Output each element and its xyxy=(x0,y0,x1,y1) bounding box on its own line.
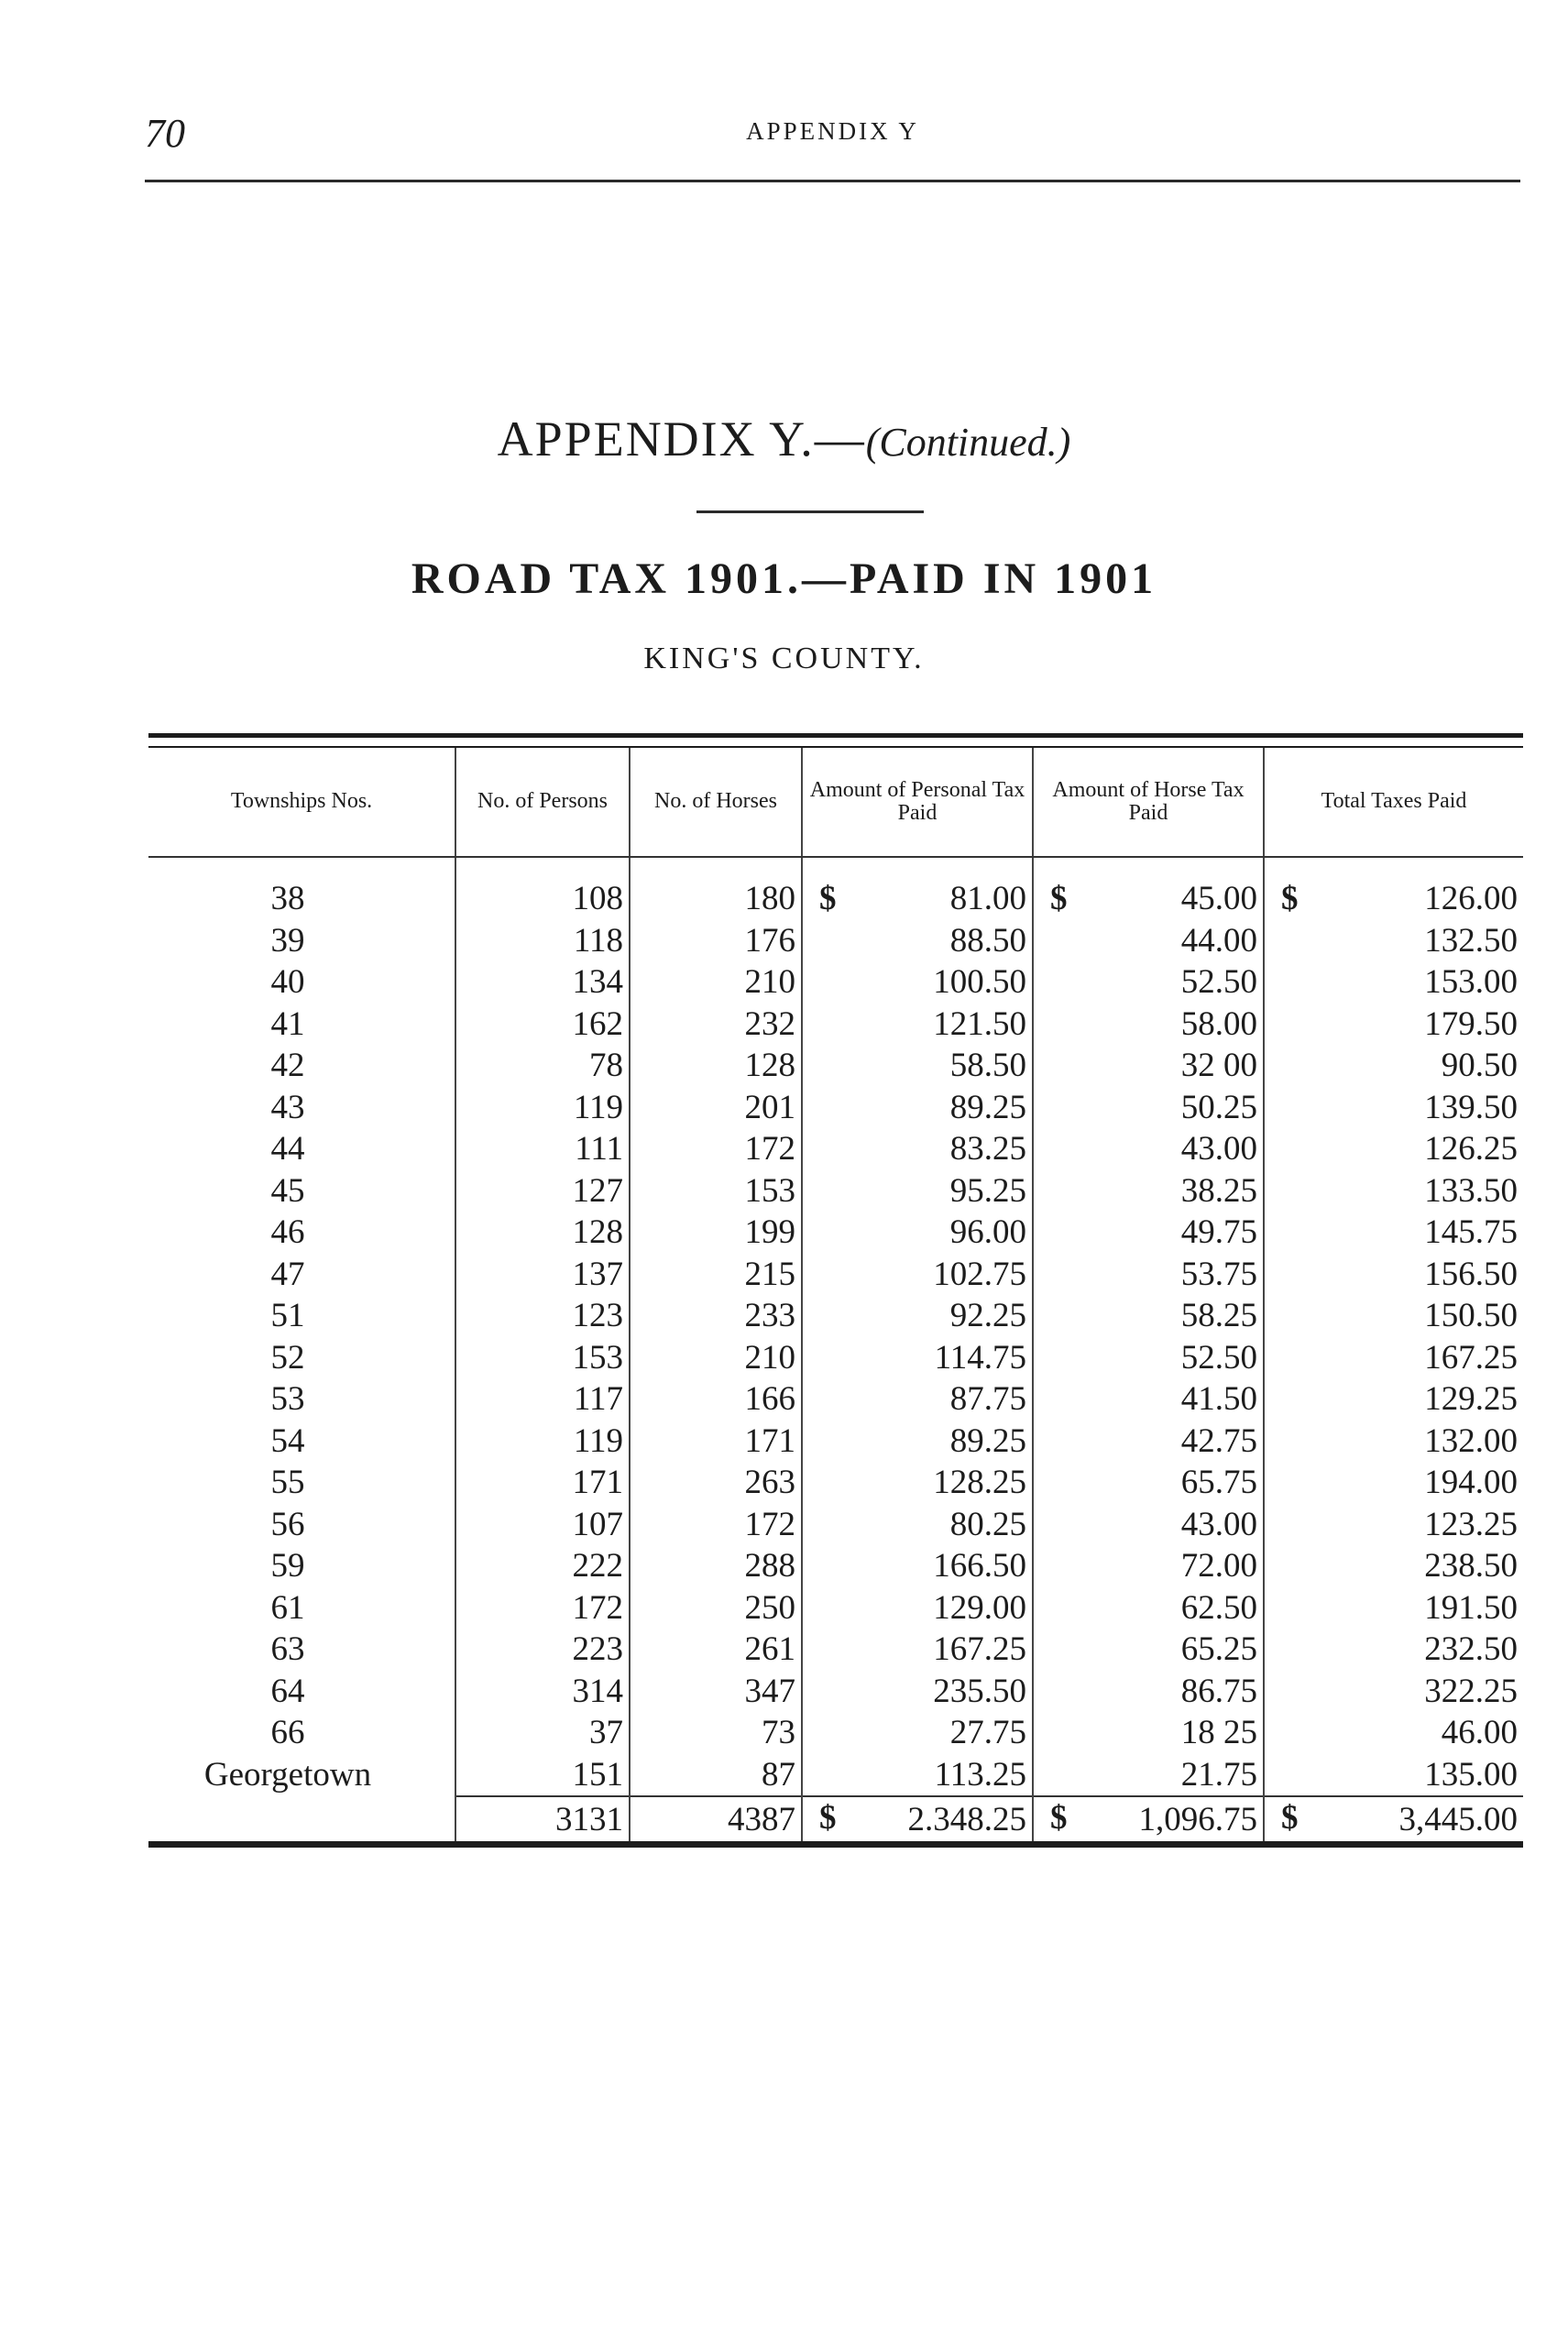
persons-cell: 222 xyxy=(455,1545,630,1587)
table-row xyxy=(148,1170,1523,1212)
township-cell: 55 xyxy=(148,1462,455,1504)
horse-tax-cell xyxy=(1033,1337,1264,1379)
total-taxes-cell xyxy=(1264,1087,1523,1129)
personal-tax: 114.75 xyxy=(934,1338,1026,1377)
township-cell: 56 xyxy=(148,1504,455,1546)
persons-cell: 108 xyxy=(455,857,630,920)
persons-cell: 128 xyxy=(455,1212,630,1254)
personal-tax: 102.75 xyxy=(933,1255,1026,1293)
persons-cell: 134 xyxy=(455,961,630,1004)
persons-cell: 107 xyxy=(455,1504,630,1546)
horse-tax-cell xyxy=(1033,1045,1264,1087)
horses-cell: 176 xyxy=(630,920,802,962)
total-taxes: 90.50 xyxy=(1441,1047,1518,1085)
total-taxes: 129.25 xyxy=(1424,1380,1518,1419)
horses-cell: 87 xyxy=(630,1754,802,1797)
persons-cell: 127 xyxy=(455,1170,630,1212)
horse-tax-cell xyxy=(1033,1545,1264,1587)
title-rule xyxy=(696,510,924,513)
personal-tax-cell xyxy=(802,1545,1033,1587)
personal-tax-cell xyxy=(802,1087,1033,1129)
table-row xyxy=(148,1295,1523,1337)
personal-tax-cell xyxy=(802,1671,1033,1713)
road-tax-table xyxy=(148,748,1523,1848)
header-rule xyxy=(145,180,1520,182)
total-taxes-cell xyxy=(1264,857,1523,920)
total-taxes: 135.00 xyxy=(1424,1755,1518,1794)
total-taxes: 238.50 xyxy=(1424,1547,1518,1585)
total-taxes-cell xyxy=(1264,1170,1523,1212)
horses-cell: 153 xyxy=(630,1170,802,1212)
road-tax-table-wrapper xyxy=(148,733,1523,1848)
personal-tax: 83.25 xyxy=(949,1130,1026,1169)
personal-tax: 100.50 xyxy=(933,963,1026,1002)
township-cell: 38 xyxy=(148,857,455,920)
persons-cell: 37 xyxy=(455,1712,630,1754)
total-horses: 4387 xyxy=(630,1796,802,1845)
horses-cell: 171 xyxy=(630,1421,802,1463)
horse-tax-cell xyxy=(1033,920,1264,962)
total-taxes-cell xyxy=(1264,1295,1523,1337)
total-taxes: 156.50 xyxy=(1424,1255,1518,1293)
horse-tax-cell xyxy=(1033,1587,1264,1629)
township-cell: 41 xyxy=(148,1004,455,1046)
total-taxes: 126.00 xyxy=(1424,880,1518,918)
horses-cell: 232 xyxy=(630,1004,802,1046)
horse-tax: 62.50 xyxy=(1180,1588,1257,1627)
personal-tax: 167.25 xyxy=(933,1630,1026,1669)
personal-tax: 80.25 xyxy=(949,1505,1026,1543)
total-taxes-cell xyxy=(1264,1462,1523,1504)
table-row xyxy=(148,1671,1523,1713)
horse-tax-cell xyxy=(1033,1754,1264,1797)
total-taxes: 133.50 xyxy=(1424,1171,1518,1210)
horses-cell: 288 xyxy=(630,1545,802,1587)
table-row xyxy=(148,1212,1523,1254)
personal-tax: 113.25 xyxy=(934,1755,1026,1794)
total-taxes-cell xyxy=(1264,1337,1523,1379)
township-cell: 42 xyxy=(148,1045,455,1087)
township-cell: 46 xyxy=(148,1212,455,1254)
page-title xyxy=(0,411,1568,467)
dollar-sign: $ xyxy=(1281,1799,1299,1837)
horse-tax-cell xyxy=(1033,1462,1264,1504)
col-header-horse-tax: Amount of Horse Tax Paid xyxy=(1033,748,1264,857)
table-row xyxy=(148,1254,1523,1296)
total-taxes: 167.25 xyxy=(1424,1338,1518,1377)
horse-tax: 52.50 xyxy=(1180,963,1257,1002)
township-cell: 47 xyxy=(148,1254,455,1296)
total-taxes-cell xyxy=(1264,1378,1523,1421)
horses-cell: 215 xyxy=(630,1254,802,1296)
total-taxes-cell xyxy=(1264,1629,1523,1671)
total-taxes: 123.25 xyxy=(1424,1505,1518,1543)
personal-tax-cell xyxy=(802,1754,1033,1797)
total-taxes-cell xyxy=(1264,1004,1523,1046)
horse-tax: 86.75 xyxy=(1180,1672,1257,1710)
horses-cell: 201 xyxy=(630,1087,802,1129)
horses-cell: 172 xyxy=(630,1504,802,1546)
township-cell: 61 xyxy=(148,1587,455,1629)
personal-tax-cell xyxy=(802,1462,1033,1504)
dollar-sign: $ xyxy=(1050,1799,1068,1837)
horse-tax-cell xyxy=(1033,1378,1264,1421)
total-taxes: 132.00 xyxy=(1424,1421,1518,1460)
dollar-sign: $ xyxy=(819,1799,837,1837)
col-header-persons: No. of Persons xyxy=(455,748,630,857)
table-row xyxy=(148,1504,1523,1546)
township-cell: 43 xyxy=(148,1087,455,1129)
township-cell: 44 xyxy=(148,1128,455,1170)
horse-tax-cell xyxy=(1033,857,1264,920)
table-row xyxy=(148,1712,1523,1754)
personal-tax: 129.00 xyxy=(933,1588,1026,1627)
grand-total: 3,445.00 xyxy=(1398,1800,1518,1838)
col-header-total: Total Taxes Paid xyxy=(1264,748,1523,857)
horses-cell: 263 xyxy=(630,1462,802,1504)
horses-cell: 128 xyxy=(630,1045,802,1087)
township-cell: 63 xyxy=(148,1629,455,1671)
total-taxes: 194.00 xyxy=(1424,1464,1518,1502)
horse-tax: 32 00 xyxy=(1180,1047,1257,1085)
table-row xyxy=(148,1378,1523,1421)
grand-total-cell xyxy=(1264,1796,1523,1845)
horse-tax: 41.50 xyxy=(1180,1380,1257,1419)
horse-tax: 43.00 xyxy=(1180,1130,1257,1169)
table-row xyxy=(148,1587,1523,1629)
personal-tax: 89.25 xyxy=(949,1088,1026,1126)
col-header-township: Townships Nos. xyxy=(148,748,455,857)
personal-tax-cell xyxy=(802,1128,1033,1170)
total-taxes: 191.50 xyxy=(1424,1588,1518,1627)
township-cell: 45 xyxy=(148,1170,455,1212)
personal-tax: 89.25 xyxy=(949,1421,1026,1460)
personal-tax-cell xyxy=(802,1712,1033,1754)
persons-cell: 119 xyxy=(455,1421,630,1463)
persons-cell: 123 xyxy=(455,1295,630,1337)
horse-tax-cell xyxy=(1033,1421,1264,1463)
horse-tax-cell xyxy=(1033,1004,1264,1046)
personal-tax-cell xyxy=(802,1337,1033,1379)
personal-tax: 128.25 xyxy=(933,1464,1026,1502)
horse-tax-cell xyxy=(1033,1254,1264,1296)
total-taxes-cell xyxy=(1264,1754,1523,1797)
persons-cell: 117 xyxy=(455,1378,630,1421)
total-taxes-cell xyxy=(1264,1254,1523,1296)
horse-tax-cell xyxy=(1033,1087,1264,1129)
personal-tax-cell xyxy=(802,1629,1033,1671)
horses-cell: 199 xyxy=(630,1212,802,1254)
horses-cell: 233 xyxy=(630,1295,802,1337)
total-taxes: 232.50 xyxy=(1424,1630,1518,1669)
personal-tax: 95.25 xyxy=(949,1171,1026,1210)
personal-tax: 96.00 xyxy=(949,1213,1026,1252)
horse-tax: 38.25 xyxy=(1180,1171,1257,1210)
horse-tax: 72.00 xyxy=(1180,1547,1257,1585)
table-row xyxy=(148,1045,1523,1087)
horse-tax: 58.00 xyxy=(1180,1004,1257,1043)
page-number: 70 xyxy=(145,111,185,156)
persons-cell: 171 xyxy=(455,1462,630,1504)
county-heading: KING'S COUNTY. xyxy=(643,642,925,675)
personal-tax: 121.50 xyxy=(933,1004,1026,1043)
personal-tax: 235.50 xyxy=(933,1672,1026,1710)
total-taxes: 46.00 xyxy=(1441,1714,1518,1752)
total-taxes: 139.50 xyxy=(1424,1088,1518,1126)
total-taxes: 150.50 xyxy=(1424,1297,1518,1335)
dollar-sign: $ xyxy=(1281,880,1299,917)
township-cell: 51 xyxy=(148,1295,455,1337)
township-cell: 64 xyxy=(148,1671,455,1713)
persons-cell: 137 xyxy=(455,1254,630,1296)
horse-tax-cell xyxy=(1033,1712,1264,1754)
total-taxes-cell xyxy=(1264,1671,1523,1713)
personal-tax: 88.50 xyxy=(949,921,1026,960)
page-title-continued: (Continued.) xyxy=(865,420,1071,465)
table-row xyxy=(148,857,1523,920)
township-cell: 40 xyxy=(148,961,455,1004)
total-horse-tax: 1,096.75 xyxy=(1138,1800,1257,1838)
personal-tax-cell xyxy=(802,1295,1033,1337)
personal-tax-cell xyxy=(802,961,1033,1004)
persons-cell: 118 xyxy=(455,920,630,962)
total-taxes-cell xyxy=(1264,1212,1523,1254)
total-taxes-cell xyxy=(1264,1545,1523,1587)
township-cell: 39 xyxy=(148,920,455,962)
personal-tax-cell xyxy=(802,1254,1033,1296)
table-row xyxy=(148,1128,1523,1170)
personal-tax-cell xyxy=(802,1004,1033,1046)
totals-row xyxy=(148,1796,1523,1845)
personal-tax: 92.25 xyxy=(949,1297,1026,1335)
persons-cell: 314 xyxy=(455,1671,630,1713)
total-taxes-cell xyxy=(1264,1421,1523,1463)
horse-tax: 44.00 xyxy=(1180,921,1257,960)
total-taxes-cell xyxy=(1264,1504,1523,1546)
personal-tax-cell xyxy=(802,920,1033,962)
horse-tax: 52.50 xyxy=(1180,1338,1257,1377)
running-header xyxy=(145,110,1520,165)
horse-tax-cell xyxy=(1033,1212,1264,1254)
horse-tax: 50.25 xyxy=(1180,1088,1257,1126)
total-taxes-cell xyxy=(1264,1712,1523,1754)
table-row xyxy=(148,1421,1523,1463)
table-row xyxy=(148,961,1523,1004)
horse-tax-cell xyxy=(1033,1128,1264,1170)
personal-tax-cell xyxy=(802,1212,1033,1254)
horse-tax: 58.25 xyxy=(1180,1297,1257,1335)
horse-tax: 65.75 xyxy=(1180,1464,1257,1502)
horses-cell: 347 xyxy=(630,1671,802,1713)
total-taxes-cell xyxy=(1264,961,1523,1004)
table-row xyxy=(148,1754,1523,1797)
total-personal-tax-cell xyxy=(802,1796,1033,1845)
total-taxes-cell xyxy=(1264,1045,1523,1087)
horse-tax-cell xyxy=(1033,1629,1264,1671)
horse-tax-cell xyxy=(1033,1504,1264,1546)
personal-tax-cell xyxy=(802,1170,1033,1212)
horses-cell: 166 xyxy=(630,1378,802,1421)
persons-cell: 119 xyxy=(455,1087,630,1129)
horses-cell: 210 xyxy=(630,961,802,1004)
table-row xyxy=(148,1545,1523,1587)
personal-tax-cell xyxy=(802,1378,1033,1421)
persons-cell: 111 xyxy=(455,1128,630,1170)
persons-cell: 151 xyxy=(455,1754,630,1797)
persons-cell: 153 xyxy=(455,1337,630,1379)
horse-tax: 65.25 xyxy=(1180,1630,1257,1669)
running-title: APPENDIX Y xyxy=(746,117,919,145)
total-taxes: 179.50 xyxy=(1424,1004,1518,1043)
persons-cell: 172 xyxy=(455,1587,630,1629)
personal-tax: 87.75 xyxy=(949,1380,1026,1419)
horses-cell: 210 xyxy=(630,1337,802,1379)
total-taxes: 145.75 xyxy=(1424,1213,1518,1252)
horse-tax: 49.75 xyxy=(1180,1213,1257,1252)
horse-tax-cell xyxy=(1033,1295,1264,1337)
total-taxes: 153.00 xyxy=(1424,963,1518,1002)
township-cell: Georgetown xyxy=(148,1754,455,1797)
total-taxes-cell xyxy=(1264,1587,1523,1629)
horse-tax: 42.75 xyxy=(1180,1421,1257,1460)
table-row xyxy=(148,1004,1523,1046)
total-taxes: 132.50 xyxy=(1424,921,1518,960)
table-row xyxy=(148,1462,1523,1504)
col-header-personal-tax: Amount of Personal Tax Paid xyxy=(802,748,1033,857)
township-cell: 53 xyxy=(148,1378,455,1421)
horse-tax-cell xyxy=(1033,961,1264,1004)
persons-cell: 78 xyxy=(455,1045,630,1087)
horses-cell: 73 xyxy=(630,1712,802,1754)
total-horse-tax-cell xyxy=(1033,1796,1264,1845)
table-row xyxy=(148,1087,1523,1129)
horses-cell: 250 xyxy=(630,1587,802,1629)
section-title: ROAD TAX 1901.—PAID IN 1901 xyxy=(411,554,1157,603)
horse-tax-cell xyxy=(1033,1671,1264,1713)
personal-tax: 166.50 xyxy=(933,1547,1026,1585)
page-title-main: APPENDIX Y.— xyxy=(497,411,866,466)
personal-tax-cell xyxy=(802,1045,1033,1087)
total-taxes-cell xyxy=(1264,920,1523,962)
personal-tax: 27.75 xyxy=(949,1714,1026,1752)
col-header-horses: No. of Horses xyxy=(630,748,802,857)
township-cell: 66 xyxy=(148,1712,455,1754)
personal-tax: 81.00 xyxy=(949,880,1026,918)
persons-cell: 162 xyxy=(455,1004,630,1046)
table-header-row xyxy=(148,748,1523,857)
personal-tax-cell xyxy=(802,857,1033,920)
personal-tax-cell xyxy=(802,1421,1033,1463)
horse-tax: 21.75 xyxy=(1180,1755,1257,1794)
horses-cell: 172 xyxy=(630,1128,802,1170)
total-taxes-cell xyxy=(1264,1128,1523,1170)
table-row xyxy=(148,920,1523,962)
table-row xyxy=(148,1629,1523,1671)
dollar-sign: $ xyxy=(1050,880,1068,917)
total-taxes: 126.25 xyxy=(1424,1130,1518,1169)
table-body xyxy=(148,857,1523,1845)
horse-tax: 43.00 xyxy=(1180,1505,1257,1543)
personal-tax: 58.50 xyxy=(949,1047,1026,1085)
township-cell: 54 xyxy=(148,1421,455,1463)
horses-cell: 261 xyxy=(630,1629,802,1671)
total-taxes: 322.25 xyxy=(1424,1672,1518,1710)
total-persons: 3131 xyxy=(455,1796,630,1845)
total-personal-tax: 2.348.25 xyxy=(907,1800,1026,1838)
personal-tax-cell xyxy=(802,1504,1033,1546)
horse-tax: 18 25 xyxy=(1180,1714,1257,1752)
table-top-rule xyxy=(148,733,1523,748)
horse-tax: 53.75 xyxy=(1180,1255,1257,1293)
persons-cell: 223 xyxy=(455,1629,630,1671)
township-cell: 52 xyxy=(148,1337,455,1379)
horse-tax-cell xyxy=(1033,1170,1264,1212)
horse-tax: 45.00 xyxy=(1180,880,1257,918)
totals-label-cell xyxy=(148,1796,455,1845)
personal-tax-cell xyxy=(802,1587,1033,1629)
dollar-sign: $ xyxy=(819,880,837,917)
township-cell: 59 xyxy=(148,1545,455,1587)
horses-cell: 180 xyxy=(630,857,802,920)
table-row xyxy=(148,1337,1523,1379)
